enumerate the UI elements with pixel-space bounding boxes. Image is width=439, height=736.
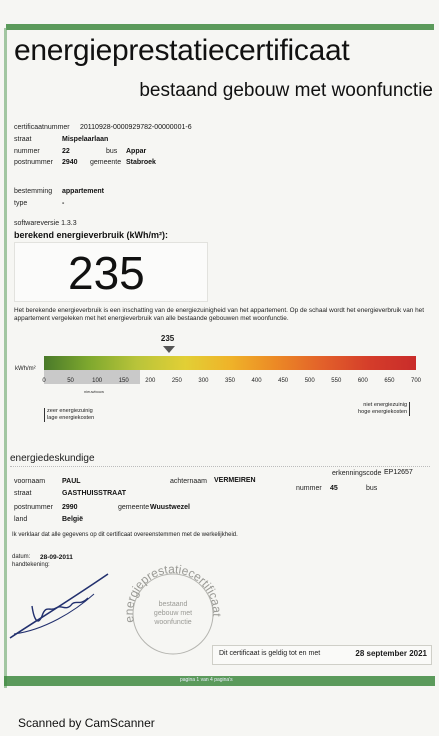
scale-tick: 350 (224, 378, 236, 384)
land-value: België (62, 516, 84, 523)
scale-tick: 500 (304, 378, 315, 384)
scale-marker-label: 235 (160, 334, 175, 343)
top-green-bar (6, 24, 434, 30)
bestemming-label: bestemming (14, 188, 53, 195)
stamp-inner-line3: woonfunctie (154, 619, 192, 626)
expert-number-value: 45 (330, 485, 338, 492)
scale-tick: 550 (331, 378, 342, 384)
scale-tick: 300 (198, 378, 209, 384)
bus-value: Appar (126, 148, 147, 155)
stamp-outer-text: energieprestatiecertificaat (121, 562, 225, 624)
low-energy-line2: lage energiekosten (47, 415, 95, 421)
scale-tick: 100 (92, 378, 103, 384)
validity-box (212, 645, 432, 665)
erkenning-label: erkenningscode (332, 470, 382, 477)
achternaam-label: achternaam (170, 478, 207, 485)
declaration-text: Ik verklaar dat alle gegevens op dit certificaat overeenstemmen met de werkelijkheid. (12, 532, 238, 538)
postcode-label: postnummer (14, 159, 53, 166)
certificate-stamp (120, 562, 226, 656)
high-energy-line1: niet energiezuinig (363, 402, 408, 408)
type-label: type (14, 200, 28, 207)
house-number-label: nummer (14, 148, 40, 155)
house-number-value: 22 (62, 148, 70, 155)
gemeente-value: Stabroek (126, 159, 156, 166)
expert-postcode-value: 2990 (62, 504, 78, 511)
scale-marker-icon (163, 346, 175, 353)
voornaam-label: voornaam (14, 478, 46, 485)
energy-value: 235 (68, 247, 145, 299)
scale-unit: kWh/m² (15, 366, 36, 372)
expert-gemeente-label: gemeente (118, 504, 150, 511)
expert-bus-label: bus (366, 485, 378, 492)
low-energy-line1: zeer energiezuinig (47, 408, 93, 414)
land-label: land (14, 516, 28, 523)
bus-label: bus (106, 148, 118, 155)
postcode-value: 2940 (62, 159, 78, 166)
expert-divider (10, 466, 430, 467)
gemeente-label: gemeente (90, 159, 122, 166)
low-energy-label (44, 408, 94, 422)
scale-tick: 700 (410, 378, 422, 384)
signature-label: handtekening: (12, 562, 50, 568)
achternaam-value: VERMEIREN (214, 477, 256, 484)
street-label: straat (14, 136, 32, 143)
software-version: softwareversie 1.3.3 (14, 220, 77, 227)
validity-text: Dit certificaat is geldig tot en met (219, 650, 321, 657)
scale-ticks (0, 378, 439, 388)
scale-tick: 650 (384, 378, 395, 384)
voornaam-value: PAUL (62, 478, 81, 485)
document-subtitle: bestaand gebouw met woonfunctie (139, 80, 433, 101)
page-info: pagina 1 van 4 pagina's (180, 677, 233, 683)
scale-tick: 50 (67, 378, 74, 384)
erkenning-value: EP12657 (384, 469, 413, 476)
expert-number-label: nummer (296, 485, 322, 492)
energy-description: Het berekende energieverbruik is een inschatting van de energiezuinigheid van het appartement. Op de schaal wordt het energieverbruik van het appartement vergeleken met het energieverbruik van alle bestaande gebouwen met woonfunctie. (14, 307, 424, 322)
document-title: energieprestatiecertificaat (14, 34, 350, 67)
energy-scale-bar (44, 356, 416, 370)
scale-tick: 600 (357, 378, 368, 384)
expert-gemeente-value: Wuustwezel (150, 504, 190, 511)
date-value: 28-09-2011 (40, 554, 73, 561)
scale-tick: 250 (171, 378, 182, 384)
scanner-footer: Scanned by CamScanner (18, 716, 155, 730)
type-value: - (62, 200, 65, 207)
bestemming-value: appartement (62, 188, 105, 195)
date-label: datum: (12, 554, 31, 560)
validity-date: 28 september 2021 (355, 649, 427, 658)
stamp-inner-line2: gebouw met (153, 610, 193, 617)
new-build-label: nieuwbouw (84, 389, 105, 394)
expert-street-label: straat (14, 490, 32, 497)
scale-tick: 400 (251, 378, 262, 384)
certificate-number-label: certificaatnummer (14, 124, 70, 131)
expert-street-value: GASTHUISSTRAAT (62, 490, 127, 497)
expert-title: energiedeskundige (10, 453, 95, 464)
high-energy-line2: hoge energiekosten (358, 409, 408, 415)
stamp-inner-line1: bestaand (158, 601, 188, 608)
signature-icon (4, 564, 114, 644)
scale-tick: 450 (278, 378, 289, 384)
scale-tick: 200 (145, 378, 156, 384)
energy-title: berekend energieverbruik (kWh/m²): (14, 230, 169, 240)
street-value: Mispelaarlaan (62, 136, 109, 143)
scale-tick: 0 (42, 378, 46, 384)
expert-postcode-label: postnummer (14, 504, 53, 511)
certificate-number: 20110928-0000929782-00000001-6 (80, 124, 192, 131)
scale-tick: 150 (118, 378, 129, 384)
high-energy-label (358, 402, 410, 416)
